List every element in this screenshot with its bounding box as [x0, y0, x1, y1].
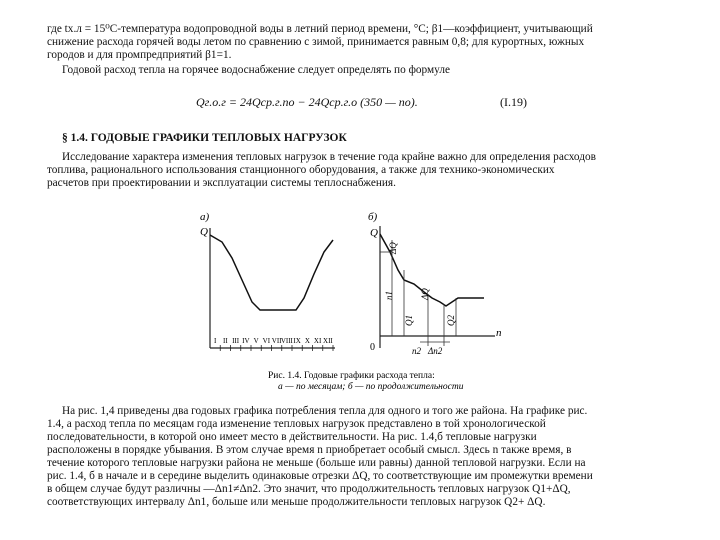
graph-b-n-label: n [496, 327, 502, 339]
month-label: IV [242, 337, 250, 345]
month-label: VIII [280, 337, 293, 345]
month-label: II [223, 337, 228, 345]
paragraph4-line1: На рис. 1,4 приведены два годовых графика потребления тепла для одного и того же района. На графике рис. [62, 405, 588, 417]
paragraph4-line3: последовательности, в которой оно имеет место в действительности. На рис. 1.4,б тепловые нагрузки [47, 431, 537, 443]
month-label: VII [271, 337, 282, 345]
paragraph4-line6: рис. 1.4, б в начале и в середине выделить одинаковые отрезки ΔQ, то соответствующие им промежутки времени [47, 470, 593, 482]
graph-b-n1-label: n1 [384, 291, 394, 300]
graph-b-label: б) [368, 211, 378, 223]
paragraph1-line2: снижение расхода горячей воды летом по сравнению с зимой, принимается равным 0,8; для курортных, южных [47, 36, 585, 48]
month-label: III [232, 337, 240, 345]
paragraph3-line1: Исследование характера изменения тепловых нагрузок в течение года крайне важно для определения расходов [62, 151, 596, 163]
month-label: I [213, 337, 217, 345]
paragraph4-line5: течение которого тепловые нагрузки района не меньше (больше или равны) данной тепловой нагрузки. Если на [47, 457, 586, 469]
paragraph4-line7: в общем случае будут различны —Δn1≠Δn2. Это значит, что продолжительность тепловых нагрузок Q1+ΔQ, [47, 483, 571, 495]
month-label: X [304, 337, 310, 345]
graph-a-month-labels [214, 337, 333, 345]
month-label: XI [313, 337, 322, 345]
paragraph1-line1: где tх.л = 15⁰С-температура водопроводной воды в летний период времени, °С; β1—коэффициент, учитывающий [47, 23, 593, 35]
paragraph1-line3: городов и для промпредприятий β1=1. [47, 49, 232, 61]
figure-1-4 [0, 198, 720, 398]
figure-caption-line1: Рис. 1.4. Годовые графики расхода тепла: [268, 371, 435, 381]
month-label: VI [262, 337, 271, 345]
paragraph3-line3: расчетов при проектировании и эксплуатации системы теплоснабжения. [47, 177, 396, 189]
graph-b-q1-label: Q1 [404, 315, 414, 326]
graph-a-load-curve [210, 235, 333, 310]
paragraph2: Годовой расход тепла на горячее водоснабжение следует определять по формуле [62, 64, 450, 76]
month-label: IX [293, 337, 301, 345]
graph-b-n2-label: n2 [412, 346, 421, 356]
month-label: XII [323, 337, 333, 345]
paragraph4-line8: соответствующих интервалу Δn1, больше или меньше продолжительности тепловых нагрузок Q2+ ΔQ. [47, 496, 546, 508]
formula: Qг.о.г = 24Qср.г.nо − 24Qср.г.о (350 — nо). [196, 95, 418, 109]
graph-b-dq2-label: ΔQ [420, 288, 430, 300]
paragraph4-line4: расположены в порядке убывания. В этом случае время n приобретает особый смысл. Здесь n также время, в [47, 444, 572, 456]
month-label: V [253, 337, 259, 345]
formula-number: (I.19) [500, 95, 527, 109]
graph-b-dn2-label: Δn2 [428, 346, 443, 356]
graph-b-origin-label: 0 [370, 342, 375, 353]
graph-a-q-label: Q [200, 226, 208, 238]
figure-caption-line2: а — по месяцам; б — по продолжительности [278, 382, 464, 392]
section-heading: § 1.4. ГОДОВЫЕ ГРАФИКИ ТЕПЛОВЫХ НАГРУЗОК [62, 132, 347, 144]
paragraph3-line2: топлива, рационального использования станционного оборудования, а также для технико-экономических [47, 164, 555, 176]
graph-b-q-label: Q [370, 227, 378, 239]
graph-b-q2-label: Q2 [446, 315, 456, 326]
graph-a-label: а) [200, 211, 210, 223]
graph-b-dq-label: ΔQ [388, 242, 398, 254]
paragraph4-line2: 1.4, а расход тепла по месяцам года изменение тепловых нагрузок представлено в той хронологической [47, 418, 546, 430]
